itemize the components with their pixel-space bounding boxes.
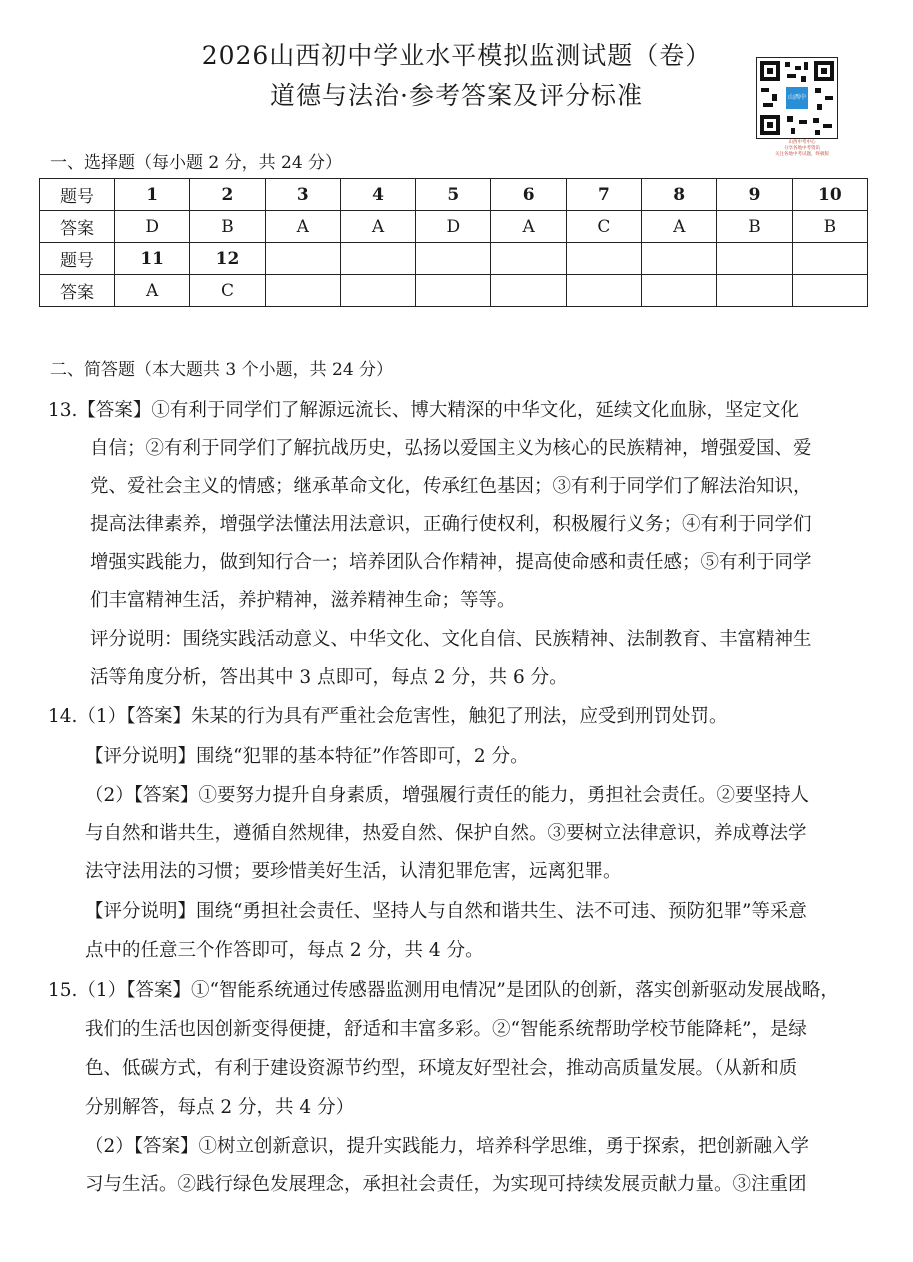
answer-cell: A (340, 211, 415, 243)
answer-cell (792, 275, 867, 307)
answer-15-1: 我们的生活也因创新变得便捷，舒适和丰富多彩。②“智能系统帮助学校节能降耗”，是绿 (85, 1019, 807, 1040)
title-line-2: 道德与法治·参考答案及评分标准 (270, 81, 643, 110)
answer-cell (265, 275, 340, 307)
question-number: 1 (115, 179, 190, 211)
table-row (40, 275, 868, 307)
question-number: 9 (717, 179, 792, 211)
row-label: 题号 (40, 243, 115, 275)
answer-cell: B (792, 211, 867, 243)
section2-heading: 二、简答题（本大题共 3 个小题，共 24 分） (50, 360, 394, 380)
question-number (340, 243, 415, 275)
answer-cell (642, 275, 717, 307)
question-number (642, 243, 717, 275)
answer-15-1: 分别解答，每点 2 分，共 4 分） (85, 1097, 355, 1118)
question-number: 3 (265, 179, 340, 211)
answer-cell (416, 275, 491, 307)
qr-caption-line: 关注各地中考试题，终极版 (775, 152, 829, 157)
answer-14-2: 与自然和谐共生，遵循自然规律，热爱自然、保护自然。③要树立法律意识，养成尊法学 (85, 823, 807, 844)
section1-heading: 一、选择题（每小题 2 分，共 24 分） (50, 153, 343, 173)
answer-13-line: 党、爱社会主义的情感；继承革命文化，传承红色基因；③有利于同学们了解法治知识， (90, 476, 812, 497)
qr-caption-line: 山西中考中心 (788, 140, 816, 145)
answer-cell: C (566, 211, 641, 243)
answer-table (39, 178, 868, 307)
answer-13-line: 自信；②有利于同学们了解抗战历史，弘扬以爱国主义为核心的民族精神，增强爱国、爱 (90, 438, 812, 459)
row-label: 答案 (40, 211, 115, 243)
question-number (566, 243, 641, 275)
answer-15-2: （2）【答案】①树立创新意识，提升实践能力，培养科学思维，勇于探索，把创新融入学 (85, 1136, 810, 1157)
answer-14-1: 14.（1）【答案】朱某的行为具有严重社会危害性，触犯了刑法，应受到刑罚处罚。 (48, 706, 728, 727)
answer-cell: A (265, 211, 340, 243)
title-line-1: 2026山西初中学业水平模拟监测试题（卷） (201, 41, 712, 70)
question-number: 6 (491, 179, 566, 211)
qr-code-icon (756, 57, 838, 139)
answer-15-1: 色、低碳方式，有利于建设资源节约型，环境友好型社会，推动高质量发展。（从新和质 (85, 1058, 798, 1079)
scoring-note-13: 活等角度分析，答出其中 3 点即可，每点 2 分，共 6 分。 (90, 667, 568, 688)
answer-cell (491, 275, 566, 307)
question-number: 7 (566, 179, 641, 211)
table-row (40, 179, 868, 211)
answer-cell: B (190, 211, 265, 243)
answer-13-line: 增强实践能力，做到知行合一；培养团队合作精神，提高使命感和责任感；⑤有利于同学 (90, 552, 812, 573)
question-number: 11 (115, 243, 190, 275)
question-number: 8 (642, 179, 717, 211)
question-number: 2 (190, 179, 265, 211)
scoring-note-14-1: 【评分说明】围绕“犯罪的基本特征”作答即可，2 分。 (85, 746, 529, 767)
question-number: 10 (792, 179, 867, 211)
scoring-note-14-2: 点中的任意三个作答即可，每点 2 分，共 4 分。 (85, 940, 484, 961)
answer-15-1: 15.（1）【答案】①“智能系统通过传感器监测用电情况”是团队的创新，落实创新驱动发展战略， (48, 980, 839, 1001)
qr-caption-line: 分享各地中考资讯 (784, 146, 820, 151)
question-number: 4 (340, 179, 415, 211)
qr-caption (752, 140, 852, 158)
question-number (491, 243, 566, 275)
question-number (717, 243, 792, 275)
answer-14-2: 法守法用法的习惯；要珍惜美好生活，认清犯罪危害，远离犯罪。 (85, 861, 622, 882)
answer-cell (717, 275, 792, 307)
answer-cell (340, 275, 415, 307)
table-row (40, 243, 868, 275)
answer-cell (566, 275, 641, 307)
answer-cell: A (115, 275, 190, 307)
answer-13-line: 提高法律素养，增强学法懂法用法意识，正确行使权利，积极履行义务；④有利于同学们 (90, 514, 812, 535)
answer-cell: D (416, 211, 491, 243)
answer-13-line: 13.【答案】①有利于同学们了解源远流长、博大精深的中华文化，延续文化血脉，坚定文化 (48, 400, 799, 421)
answer-cell: A (642, 211, 717, 243)
row-label: 题号 (40, 179, 115, 211)
answer-cell: D (115, 211, 190, 243)
answer-15-2: 习与生活。②践行绿色发展理念，承担社会责任，为实现可持续发展贡献力量。③注重团 (85, 1174, 807, 1195)
row-label: 答案 (40, 275, 115, 307)
question-number (416, 243, 491, 275)
answer-cell: A (491, 211, 566, 243)
question-number: 12 (190, 243, 265, 275)
question-number (792, 243, 867, 275)
table-row (40, 211, 868, 243)
qr-center-label: 山西中考 (786, 87, 808, 109)
answer-cell: B (717, 211, 792, 243)
scoring-note-13: 评分说明：围绕实践活动意义、中华文化、文化自信、民族精神、法制教育、丰富精神生 (90, 629, 812, 650)
question-number (265, 243, 340, 275)
answer-cell: C (190, 275, 265, 307)
answer-13-line: 们丰富精神生活，养护精神，滋养精神生命；等等。 (90, 590, 516, 611)
scoring-note-14-2: 【评分说明】围绕“勇担社会责任、坚持人与自然和谐共生、法不可违、预防犯罪”等采意 (85, 901, 807, 922)
answer-14-2: （2）【答案】①要努力提升自身素质，增强履行责任的能力，勇担社会责任。②要坚持人 (85, 785, 810, 806)
question-number: 5 (416, 179, 491, 211)
